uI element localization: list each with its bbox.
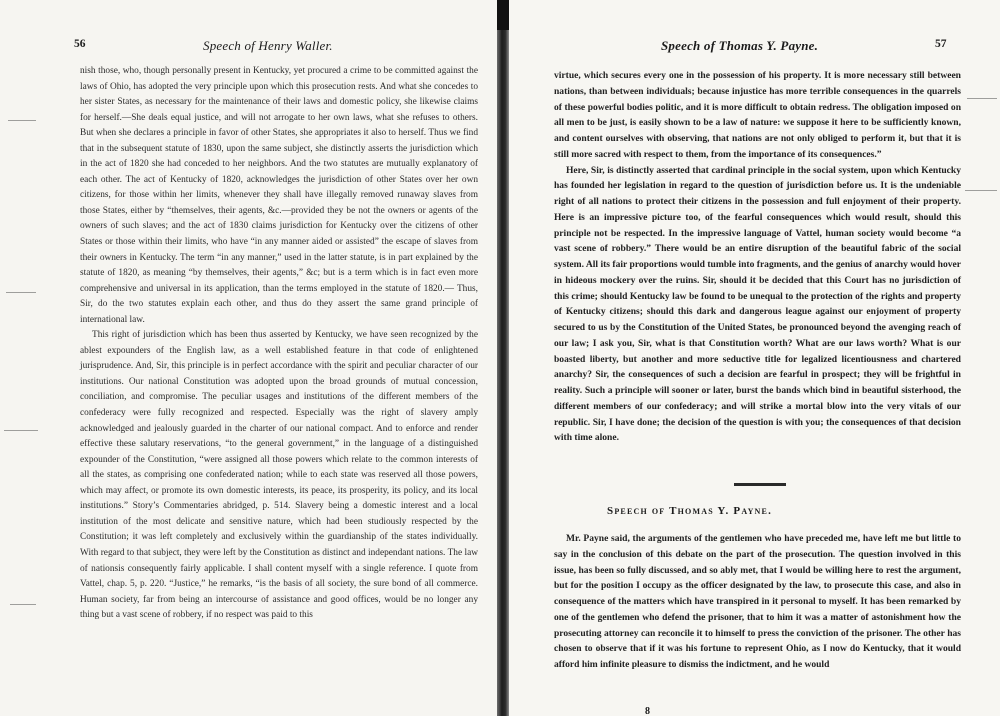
speech-paragraph: Mr. Payne said, the arguments of the gentlemen who have preceded me, have left me but little to say in the conclusion of this debate on the part of the prosecution. The question involved in this issue, has been so fully discussed, and so ably met, that I would be willing here to rest the argument, but for the position I occupy as the officer designated by the law, to prosecute this case, and also in consequence of the matters which have transpired in it personal to myself. It has been remarked by one of the gentlemen who defend the prisoner, that to him it was a matter of astonishment how the prosecuting attorney can reconcile it to himself to press the conviction of the prisoner. The other has chosen to observe that if it was his fortune to represent Ohio, as I now do Kentucky, that it would afford him infinite pleasure to dismiss the indictment, and he would bbox=[554, 533, 961, 670]
left-paragraph-2: This right of jurisdiction which has been thus asserted by Kentucky, we have seen recognized by the ablest expounders of the English law, as a well established feature in that code of enlightened jurisprudence. And, Sir, this principle is in perfect accordance with the spirit and peculiar character of our institutions. Our national Constitution was adopted upon the broad grounds of mutual concession, conciliation, and compromise. The peculiar usages and institutions of the different members of the confederacy were fully recognized and respected. Especially was the right of slavery amply acknowledged and jealously guarded in the charter of our national compact. And to enforce and render effective these salutary reservations, “to the general government,” in the language of a distinguished expounder of the Constitution, “were assigned all those powers which relate to the common interests of all the states, as comprising one confederated nation; while to each state was reserved all those powers, which may affect, or promote its own domestic interests, its peace, its prosperity, its policy, and its local institutions.” Story’s Commentaries abridged, p. 514. Slavery being a domestic interest and a local institution of the most delicate and sensitive nature, which had been studiously respected by the Constitution; it was left completely and exclusively within the guardianship of the states individually. With regard to that subject, they were left by the Constitution as distinct and independant nations. The law of nationsis consequently fairly applicable. I shall content myself with a single reference. I quote from Vattel, chap. 5, p. 220. “Justice,” he remarks, “is the basis of all society, the sure bond of all commerce. Human society, far from being an intercourse of assistance and good offices, would be no longer any thing but a vast scene of robbery, if no respect was paid to this bbox=[80, 330, 478, 621]
margin-pencil-mark bbox=[967, 98, 997, 99]
right-paragraph-1: virtue, which secures every one in the possession of his property. It is more necessary still between nations, than between individuals; because injustice has more terrible consequences in the quarrels of these powerful bodies politic, and it is more difficult to obtain redress. The obligation imposed on all men to be just, is easily shown to be a law of nature: we suppose it here to be sufficiently known, and content ourselves with observing, that nations are not only obliged to perform it, but that it is still more sacred with respect to them, from the importance of its consequences.” bbox=[554, 70, 961, 160]
margin-pencil-mark bbox=[6, 292, 36, 293]
right-body-text bbox=[554, 68, 961, 446]
left-running-title: Speech of Henry Waller. bbox=[203, 38, 333, 53]
margin-pencil-mark bbox=[4, 430, 38, 431]
left-body-text bbox=[80, 64, 478, 624]
right-page-number: 57 bbox=[935, 38, 947, 50]
margin-pencil-mark bbox=[8, 120, 36, 121]
signature-mark: 8 bbox=[645, 706, 650, 716]
left-page-number: 56 bbox=[74, 38, 86, 50]
left-page bbox=[0, 0, 497, 716]
margin-pencil-mark bbox=[965, 190, 997, 191]
left-page-header bbox=[0, 38, 497, 56]
left-paragraph-1: nish those, who, though personally present in Kentucky, yet procured a crime to be committed against the laws of Ohio, has adopted the very principle upon which this prosecution rests. And what she concedes to her sister States, as necessary for the maintenance of their laws and domestic policy, she likewise claims for herself.—She deals equal justice, and will not arrogate to her own laws, what she refuses to others. But when she declares a principle in favor of other States, she appropriates it also to herself. Thus we find that in the subsequent statute of 1830, upon the same subject, she distinctly asserts the jurisdiction which in the act of 1820 she had conceded to her neighbors. And the two statutes are mutually explanatory of each other. The act of Kentucky of 1820, acknowledges the jurisdiction of other States over her own citizens, for those within her limits, whenever they shall have illegally removed runaway slaves from those States, either by “themselves, their agents, &c.—provided they be not the owners or agents of the owners of such slaves; and the act of 1830 claims jurisdiction for Kentucky over the citizens of other States or those within their limits, who have “in any manner aided or assisted” the escape of slaves from their owners in Kentucky. The term “in any manner,” used in the latter statute, is in part explained by the statute of 1820, as meaning “by themselves, their agents,” &c; but is a term which is in fact even more comprehensive and universal in its application, than the terms employed in the statute of 1820.— Thus, Sir, do the two statutes explain each other, and thus do they assert the same grand principle of international law. bbox=[80, 66, 478, 325]
section-heading: Speech of Thomas Y. Payne. bbox=[607, 505, 773, 517]
right-paragraph-2: Here, Sir, is distinctly asserted that cardinal principle in the social system, upon which Kentucky has founded her legislation in regard to the question of jurisdiction before us. It is the undeniable right of all nations to protect their citizens in the possession and full enjoyment of their property. Here is an impressive picture too, of the fearful consequences which would result, should this principle not be respected. In the impressive language of Vattel, human society would become “a vast scene of robbery.” There would be an entire disruption of the beautiful fabric of the social system. All its fair proportions would tumble into fragments, and the genius of anarchy would hover in hideous mockery over the ruins. Sir, should it be decided that this Court has no jurisdiction of this crime; should Kentucky law be found to be unequal to the protection of the rights and property of Kentucky citizens; should this dark and dangerous league against our enjoyment of property secured to us by the Constitution of the United States, be pronounced beyond the avenging reach of our law; I ask you, Sir, what is that Constitution worth? What are our laws worth? What is our boasted liberty, but another and more seductive title for legalized licentiousness and chartered anarchy? Sir, the consequences of such a decision are fearful in prospect; they will be frightful in reality. Such a principle will sooner or later, burst the bands which bind in beautiful sisterhood, the different members of our confederacy; and will strike a mortal blow into the very vitals of our republic. Sir, I have done; the decision of the question is with you; the consequences of that decision with time alone. bbox=[554, 164, 961, 444]
right-page-header bbox=[509, 38, 1000, 56]
right-page bbox=[509, 0, 1000, 716]
book-gutter bbox=[497, 0, 509, 716]
section-divider-rule bbox=[734, 483, 786, 486]
margin-pencil-mark bbox=[10, 604, 36, 605]
speech-body-text bbox=[554, 531, 961, 673]
right-running-title: Speech of Thomas Y. Payne. bbox=[661, 38, 819, 53]
